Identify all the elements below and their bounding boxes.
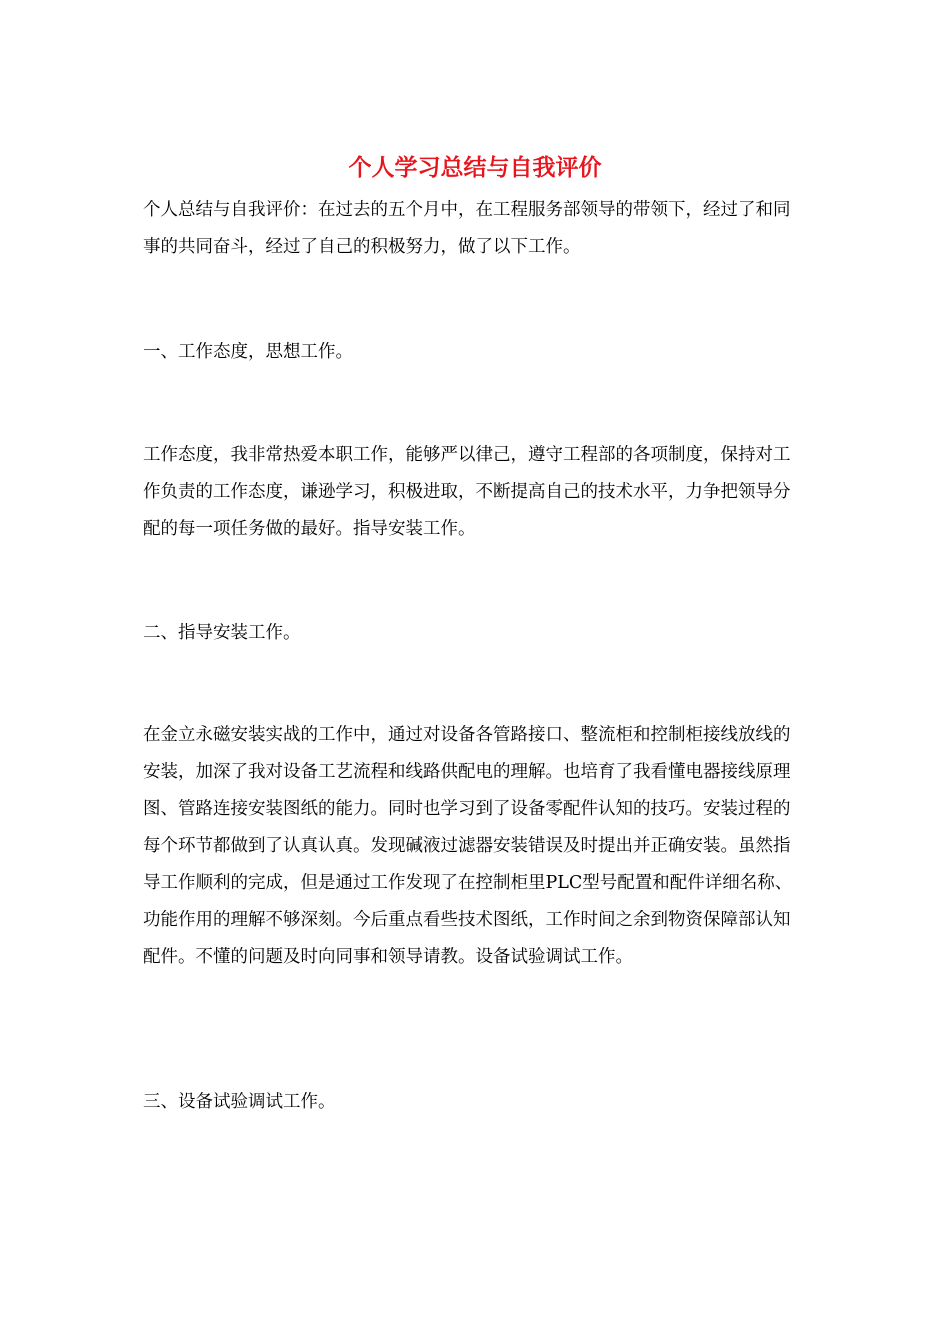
- section-3-heading: 三、设备试验调试工作。: [143, 1092, 336, 1112]
- section-1-paragraph: 工作态度，我非常热爱本职工作，能够严以律己，遵守工程部的各项制度，保持对工作负责的工作态度，谦逊学习，积极进取，不断提高自己的技术水平，力争把领导分配的每一项任务做的最好。指导安装工作。: [143, 445, 791, 539]
- section-1-heading: 一、工作态度，思想工作。: [143, 342, 353, 362]
- section-2-paragraph: 在金立永磁安装实战的工作中，通过对设备各管路接口、整流柜和控制柜接线放线的安装，加深了我对设备工艺流程和线路供配电的理解。也培育了我看懂电器接线原理图、管路连接安装图纸的能力。同时也学习到了设备零配件认知的技巧。安装过程的每个环节都做到了认真认真。发现碱液过滤器安装错误及时提出并正确安装。虽然指导工作顺利的完成，但是通过工作发现了在控制柜里PLC型号配置和配件详细名称、功能作用的理解不够深刻。今后重点看些技术图纸，工作时间之余到物资保障部认知配件。不懂的问题及时向同事和领导请教。设备试验调试工作。: [143, 725, 793, 967]
- document-title: 个人学习总结与自我评价: [348, 154, 602, 181]
- section-2-heading: 二、指导安装工作。: [143, 623, 301, 643]
- intro-paragraph: 个人总结与自我评价：在过去的五个月中，在工程服务部领导的带领下，经过了和同事的共同奋斗，经过了自己的积极努力，做了以下工作。: [143, 200, 791, 257]
